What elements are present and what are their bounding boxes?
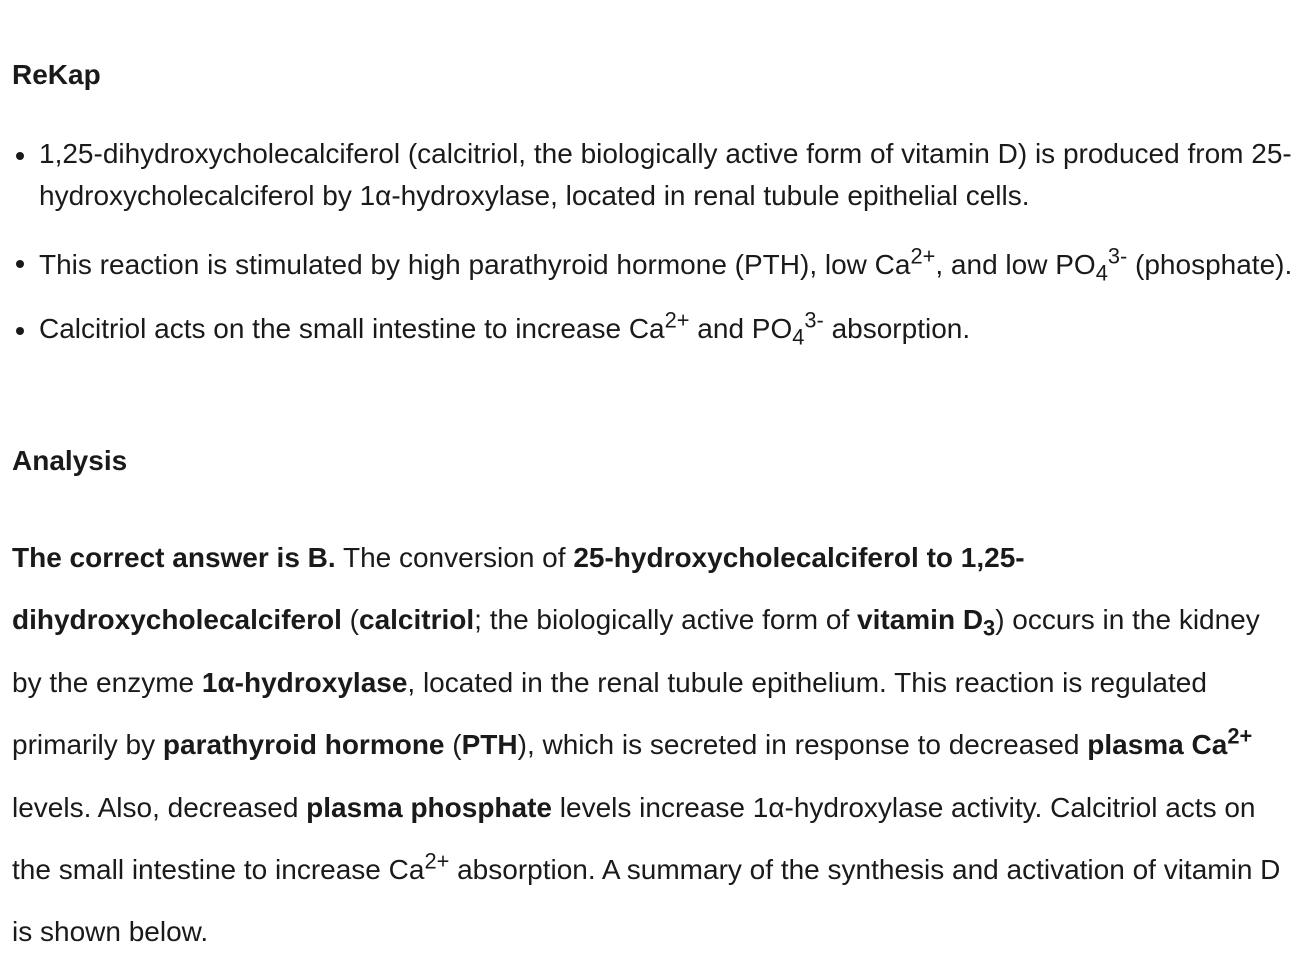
analysis-bold: parathyroid hormone <box>162 729 445 761</box>
rekap-item-text: Calcitriol acts on the small intestine to increase Ca <box>39 313 665 344</box>
rekap-list <box>12 133 1310 374</box>
rekap-item-text: 1,25-dihydroxycholecalciferol (calcitriol, the biologically active form of vitamin D) is produced from 25-hydroxycholecalciferol by 1α-hydroxylase, located in renal tubule epithelial cells. <box>39 138 1292 211</box>
analysis-text: ; the biologically active form of <box>474 604 858 636</box>
analysis-text: ), which is secreted in response to decreased <box>517 729 1088 761</box>
analysis-heading: Analysis <box>12 445 128 476</box>
analysis-text: ( <box>444 729 462 761</box>
rekap-item-text: (phosphate). <box>1127 249 1293 280</box>
correct-answer-label: The correct answer is B. <box>12 542 336 573</box>
analysis-bold-text: plasma Ca <box>1087 729 1228 761</box>
analysis-text: , located in the renal tubule epithelium. This reaction is regulated primarily by <box>12 666 1207 761</box>
superscript: 3- <box>1107 243 1128 269</box>
analysis-text: ) occurs in the kidney by the enzyme <box>12 604 1260 698</box>
analysis-text: The conversion of <box>335 542 574 573</box>
superscript: 2+ <box>910 243 936 269</box>
rekap-item-text: This reaction is stimulated by high parathyroid hormone (PTH), low Ca <box>39 249 911 280</box>
subscript: 4 <box>792 324 805 350</box>
analysis-bold: calcitriol <box>359 604 475 636</box>
analysis-bold: 25-hydroxycholecalciferol to 1,25-dihydroxycholecalciferol <box>12 542 1025 636</box>
rekap-item-text: absorption. <box>823 313 971 344</box>
superscript: 2+ <box>664 307 690 333</box>
rekap-item-text: and PO <box>689 313 793 344</box>
analysis-bold: PTH <box>461 729 518 761</box>
superscript: 2+ <box>1227 723 1253 749</box>
rekap-item-text: , and low PO <box>935 249 1096 280</box>
subscript: 4 <box>1095 260 1108 286</box>
superscript: 2+ <box>424 848 450 874</box>
analysis-paragraph <box>12 527 1292 964</box>
analysis-text: ( <box>341 604 359 636</box>
analysis-text: levels. Also, decreased <box>12 791 307 823</box>
list-item <box>39 133 1310 217</box>
analysis-text: absorption. A summary of the synthesis and activation of vitamin D is shown below. <box>12 854 1281 948</box>
list-item <box>39 241 1310 288</box>
analysis-bold: plasma phosphate <box>306 791 553 823</box>
analysis-bold <box>857 604 996 641</box>
analysis-text: levels increase 1α-hydroxylase activity. Calcitriol acts on the small intestine to increase Ca <box>12 791 1256 886</box>
list-item <box>39 308 1310 350</box>
rekap-heading: ReKap <box>12 59 101 90</box>
superscript: 3- <box>804 307 824 333</box>
subscript: 3 <box>983 616 996 641</box>
analysis-bold-text: vitamin D <box>857 604 984 636</box>
analysis-bold <box>1087 723 1253 761</box>
analysis-bold: 1α-hydroxylase <box>201 666 408 698</box>
